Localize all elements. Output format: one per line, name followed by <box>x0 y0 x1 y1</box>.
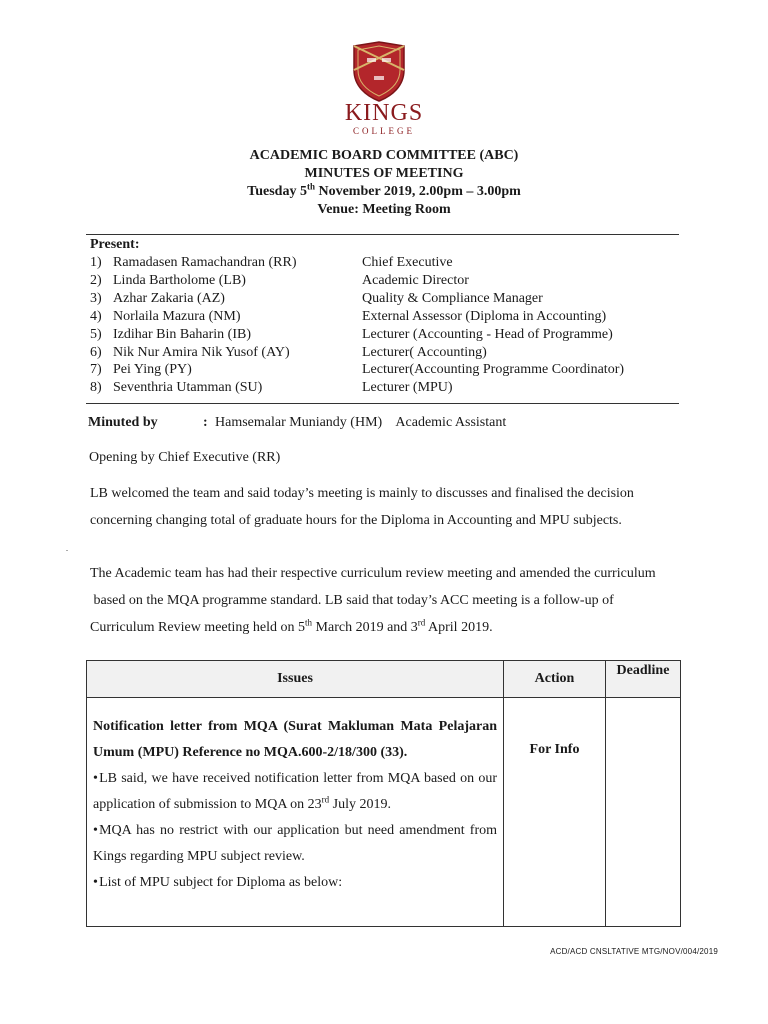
stray-dot: . <box>66 544 68 553</box>
member-name: Pei Ying (PY) <box>113 362 192 377</box>
member-number: 5) <box>90 327 102 342</box>
document-title: ACADEMIC BOARD COMMITTEE (ABC) <box>249 148 519 163</box>
brand-subtitle: COLLEGE <box>353 126 415 136</box>
issue-bullet: • List of MPU subject for Diploma as below: <box>93 875 343 890</box>
action-column-header: Action <box>504 661 606 698</box>
present-heading: Present: <box>90 237 140 252</box>
member-name: Nik Nur Amira Nik Yusof (AY) <box>113 345 290 360</box>
kings-college-crest-logo <box>350 40 408 102</box>
paragraph-2-line-3: Curriculum Review meeting held on 5th March 2019 and 3rd April 2019. <box>90 617 493 635</box>
paragraph-2-line-1: The Academic team has had their respective curriculum review meeting and amended the curriculum <box>90 566 656 581</box>
member-role: Lecturer (Accounting - Head of Programme) <box>362 327 613 342</box>
meeting-venue: Venue: Meeting Room <box>317 202 451 217</box>
issue-bullet: • LB said, we have received notification letter from MQA based on our application of submission to MQA on 23rd July 2019. <box>93 771 497 812</box>
member-name: Seventhria Utamman (SU) <box>113 380 263 395</box>
document-subtitle: MINUTES OF MEETING <box>304 166 464 181</box>
member-number: 3) <box>90 291 102 306</box>
table-header-row <box>87 661 681 698</box>
deadline-column-header: Deadline <box>606 661 681 698</box>
issues-table <box>86 660 681 927</box>
member-name: Linda Bartholome (LB) <box>113 273 246 288</box>
member-name: Izdihar Bin Baharin (IB) <box>113 327 252 342</box>
divider-bottom <box>86 403 679 404</box>
opening-line: Opening by Chief Executive (RR) <box>89 450 281 465</box>
member-number: 2) <box>90 273 102 288</box>
meeting-date: Tuesday 5th November 2019, 2.00pm – 3.00pm <box>247 181 521 199</box>
action-cell: For Info <box>504 698 606 927</box>
member-role: Lecturer (MPU) <box>362 380 453 395</box>
document-reference-footer: ACD/ACD CNSLTATIVE MTG/NOV/004/2019 <box>550 947 718 956</box>
member-name: Norlaila Mazura (NM) <box>113 309 241 324</box>
member-number: 4) <box>90 309 102 324</box>
member-role: Lecturer( Accounting) <box>362 345 487 360</box>
minuted-by-value: Hamsemalar Muniandy (HM) Academic Assistant <box>215 415 507 430</box>
issues-column-header: Issues <box>87 661 504 698</box>
table-row <box>87 698 681 927</box>
member-role: Chief Executive <box>362 255 453 270</box>
brand-name: KINGS <box>344 100 424 126</box>
divider-top <box>86 234 679 235</box>
minuted-by-label: Minuted by <box>88 415 158 430</box>
paragraph-1-line-2: concerning changing total of graduate hours for the Diploma in Accounting and MPU subjects. <box>90 513 622 528</box>
member-role: Lecturer(Accounting Programme Coordinator) <box>362 362 625 377</box>
member-number: 7) <box>90 362 102 377</box>
deadline-cell <box>606 698 681 927</box>
member-name: Azhar Zakaria (AZ) <box>113 291 225 306</box>
member-number: 6) <box>90 345 102 360</box>
issue-bullet: • MQA has no restrict with our application but need amendment from Kings regarding MPU subject review. <box>93 823 497 864</box>
member-number: 1) <box>90 255 102 270</box>
issue-cell <box>87 698 504 927</box>
paragraph-2-line-2: based on the MQA programme standard. LB said that today’s ACC meeting is a follow-up of <box>90 593 614 608</box>
member-role: External Assessor (Diploma in Accounting) <box>362 309 607 324</box>
paragraph-1-line-1: LB welcomed the team and said today’s meeting is mainly to discusses and finalised the decision <box>90 486 634 501</box>
issue-title: Notification letter from MQA (Surat Makluman Mata Pelajaran Umum (MPU) Reference no MQA.600-2/18/300 (33). <box>93 719 497 760</box>
member-name: Ramadasen Ramachandran (RR) <box>113 255 297 270</box>
member-role: Quality & Compliance Manager <box>362 291 543 306</box>
member-role: Academic Director <box>362 273 469 288</box>
member-number: 8) <box>90 380 102 395</box>
minuted-by-colon: : <box>203 415 208 430</box>
